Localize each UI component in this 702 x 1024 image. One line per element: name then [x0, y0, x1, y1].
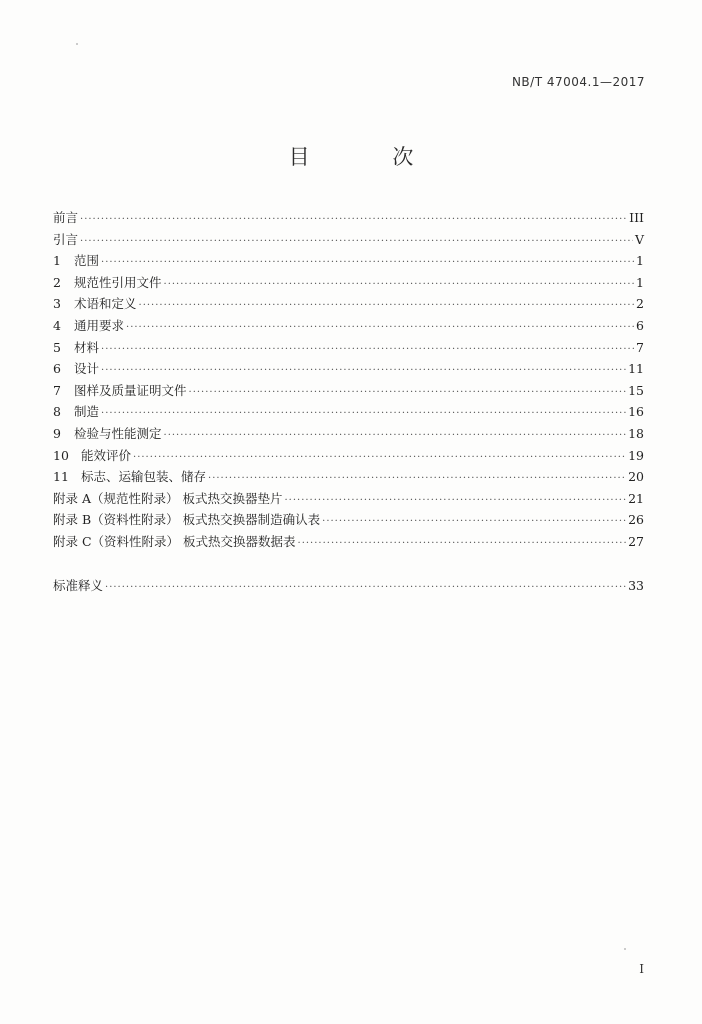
toc-list	[53, 207, 644, 596]
toc-entry-label: 能效评价	[81, 447, 132, 463]
toc-entry-label: 检验与性能测定	[74, 425, 162, 441]
toc-entry-number: 2	[53, 274, 61, 290]
toc-entry-annex-b[interactable]	[53, 509, 644, 531]
toc-entry-label: 制造	[74, 404, 100, 420]
toc-leader-dots	[101, 360, 626, 382]
toc-entry-page: III	[629, 210, 644, 225]
toc-leader-dots	[164, 274, 634, 296]
toc-entry-number: 6	[53, 361, 61, 377]
toc-entry-label: 引言	[53, 231, 79, 247]
toc-entry-label: 术语和定义	[74, 296, 137, 312]
toc-entry-marking-packaging[interactable]	[53, 466, 644, 488]
toc-leader-dots	[80, 231, 633, 253]
toc-entry-page: 16	[628, 404, 644, 420]
toc-leader-dots	[322, 511, 626, 533]
toc-entry-energy-efficiency[interactable]	[53, 445, 644, 467]
toc-entry-label: 材料	[74, 339, 100, 355]
toc-entry-number: 4	[53, 317, 61, 333]
toc-entry-label: 规范性引用文件	[74, 274, 162, 290]
toc-entry-label: 附录 A（规范性附录） 板式热交换器垫片	[53, 490, 283, 506]
toc-leader-dots	[284, 490, 626, 512]
toc-entry-annex-c[interactable]	[53, 531, 644, 553]
toc-entry-foreword[interactable]	[53, 207, 644, 229]
scan-speck	[624, 948, 626, 950]
toc-entry-number: 3	[53, 296, 61, 312]
toc-entry-page: 11	[628, 361, 644, 377]
toc-entry-label: 标准释义	[53, 577, 104, 593]
toc-entry-normative-references[interactable]	[53, 272, 644, 294]
toc-entry-page: 15	[628, 382, 644, 398]
toc-entry-introduction[interactable]	[53, 229, 644, 251]
toc-entry-terms-definitions[interactable]	[53, 293, 644, 315]
toc-leader-dots	[126, 317, 634, 339]
toc-entry-page: 1	[636, 253, 644, 269]
page-number: I	[639, 962, 644, 976]
toc-entry-label: 附录 B（资料性附录） 板式热交换器制造确认表	[53, 512, 321, 528]
toc-leader-dots	[101, 252, 634, 274]
toc-entry-number: 9	[53, 425, 61, 441]
toc-entry-number: 1	[53, 253, 61, 269]
toc-entry-page: 21	[628, 490, 644, 506]
toc-entry-page: V	[634, 231, 644, 247]
standard-code: NB/T 47004.1—2017	[511, 75, 645, 89]
toc-entry-page: 2	[636, 296, 644, 312]
toc-entry-label: 附录 C（资料性附录） 板式热交换器数据表	[53, 533, 296, 549]
toc-entry-label: 设计	[74, 361, 100, 377]
toc-entry-label: 图样及质量证明文件	[74, 382, 187, 398]
toc-leader-dots	[133, 447, 626, 469]
toc-entry-number: 11	[53, 469, 69, 485]
toc-entry-page: 7	[636, 339, 644, 355]
toc-entry-annex-a[interactable]	[53, 488, 644, 510]
toc-leader-dots	[101, 339, 634, 361]
toc-entry-page: 18	[628, 425, 644, 441]
toc-leader-dots	[80, 209, 627, 231]
toc-leader-dots	[189, 382, 627, 404]
toc-entry-page: 33	[628, 577, 644, 593]
toc-entry-label: 通用要求	[74, 317, 125, 333]
toc-entry-page: 1	[636, 274, 644, 290]
toc-leader-dots	[105, 577, 626, 599]
toc-title: 目 次	[288, 145, 452, 169]
toc-entry-number: 5	[53, 339, 61, 355]
toc-entry-page: 19	[628, 447, 644, 463]
toc-entry-scope[interactable]	[53, 250, 644, 272]
toc-entry-materials[interactable]	[53, 337, 644, 359]
toc-leader-dots	[101, 403, 626, 425]
toc-entry-number: 8	[53, 404, 61, 420]
toc-entry-inspection-testing[interactable]	[53, 423, 644, 445]
toc-entry-number: 10	[53, 447, 69, 463]
toc-entry-manufacturing[interactable]	[53, 401, 644, 423]
toc-entry-general-requirements[interactable]	[53, 315, 644, 337]
toc-entry-label: 标志、运输包装、储存	[81, 469, 207, 485]
toc-entry-page: 6	[636, 317, 644, 333]
toc-entry-page: 27	[628, 533, 644, 549]
scan-speck	[76, 43, 78, 45]
toc-entry-interpretation[interactable]	[53, 575, 644, 597]
toc-entry-drawings-certificates[interactable]	[53, 380, 644, 402]
toc-leader-dots	[208, 468, 626, 490]
toc-leader-dots	[298, 533, 627, 555]
toc-entry-label: 范围	[74, 253, 100, 269]
toc-entry-label: 前言	[53, 210, 79, 225]
toc-entry-page: 26	[628, 512, 644, 528]
toc-entry-page: 20	[628, 469, 644, 485]
toc-entry-number: 7	[53, 382, 61, 398]
toc-leader-dots	[139, 295, 634, 317]
toc-leader-dots	[164, 425, 627, 447]
toc-entry-design[interactable]	[53, 358, 644, 380]
